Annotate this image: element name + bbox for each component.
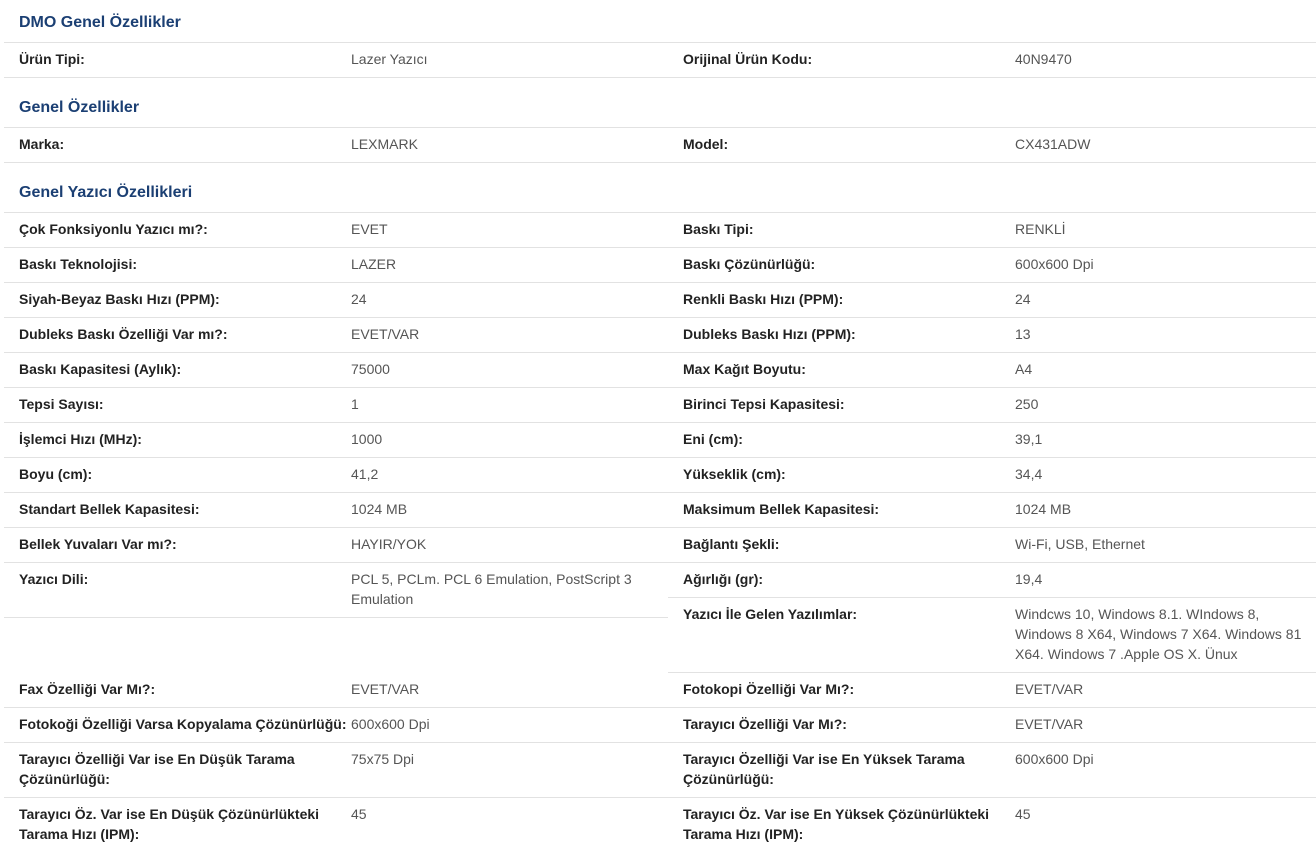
- label-dusuk-tarama-hizi-line: Tarama Hızı (IPM):: [19, 826, 140, 842]
- label-yuksek-tarama-hizi: [683, 804, 989, 844]
- divider: [668, 597, 1316, 598]
- label-islemci-hizi: İşlemci Hızı (MHz):: [19, 431, 142, 447]
- label-fotokopi: Fotokopi Özelliği Var Mı?:: [683, 681, 855, 697]
- value-baglanti: Wi-Fi, USB, Ethernet: [1015, 536, 1145, 552]
- value-baski-cozunurlugu: 600x600 Dpi: [1015, 256, 1094, 272]
- value-en-yuksek-tarama: 600x600 Dpi: [1015, 751, 1094, 767]
- value-dubleks-hiz: 13: [1015, 326, 1031, 342]
- section-title-genel: Genel Özellikler: [19, 99, 140, 116]
- divider: [4, 562, 1316, 563]
- label-en-dusuk-tarama: [19, 749, 295, 789]
- value-fotokopi: EVET/VAR: [1015, 681, 1084, 697]
- label-yuksek-tarama-hizi-line: Tarayıcı Öz. Var ise En Yüksek Çözünürlükteki: [683, 806, 990, 822]
- value-dubleks-var: EVET/VAR: [351, 326, 420, 342]
- label-kopyalama-cozunurlugu: Fotokoği Özelliği Varsa Kopyalama Çözünürlüğü:: [19, 716, 347, 732]
- divider: [4, 317, 1316, 318]
- label-boyu: Boyu (cm):: [19, 466, 93, 482]
- value-yazici-dili: [351, 569, 632, 609]
- label-yukseklik: Yükseklik (cm):: [683, 466, 786, 482]
- label-orijinal-urun-kodu: Orijinal Ürün Kodu:: [683, 51, 813, 67]
- value-dusuk-tarama-hizi: 45: [351, 806, 367, 822]
- value-yazici-dili-line: PCL 5, PCLm. PCL 6 Emulation, PostScript 3: [351, 571, 632, 587]
- label-dubleks-hiz: Dubleks Baskı Hızı (PPM):: [683, 326, 856, 342]
- divider: [4, 742, 1316, 743]
- value-marka: LEXMARK: [351, 136, 418, 152]
- label-baski-teknolojisi: Baskı Teknolojisi:: [19, 256, 137, 272]
- label-maksimum-bellek: Maksimum Bellek Kapasitesi:: [683, 501, 880, 517]
- label-dubleks-var: Dubleks Baskı Özelliği Var mı?:: [19, 326, 228, 342]
- value-fax: EVET/VAR: [351, 681, 420, 697]
- label-baglanti: Bağlantı Şekli:: [683, 536, 780, 552]
- label-yazici-dili: Yazıcı Dili:: [19, 571, 89, 587]
- divider: [4, 282, 1316, 283]
- value-cok-fonksiyonlu: EVET: [351, 221, 388, 237]
- label-yazilimlar: Yazıcı İle Gelen Yazılımlar:: [683, 606, 858, 622]
- label-baski-kapasitesi: Baskı Kapasitesi (Aylık):: [19, 361, 182, 377]
- value-yazilimlar-line: Windows 8 X64, Windows 7 X64. Windows 81: [1015, 626, 1302, 642]
- divider: [4, 77, 1316, 78]
- value-renkli-hiz: 24: [1015, 291, 1031, 307]
- label-baski-cozunurlugu: Baskı Çözünürlüğü:: [683, 256, 816, 272]
- label-dusuk-tarama-hizi-line: Tarayıcı Öz. Var ise En Düşük Çözünürlükteki: [19, 806, 320, 822]
- value-yazici-dili-line: Emulation: [351, 591, 414, 607]
- divider: [4, 617, 668, 618]
- section-title-yazici: Genel Yazıcı Özellikleri: [19, 184, 193, 201]
- value-tarayici: EVET/VAR: [1015, 716, 1084, 732]
- divider: [4, 352, 1316, 353]
- value-baski-tipi: RENKLİ: [1015, 221, 1066, 237]
- label-marka: Marka:: [19, 136, 65, 152]
- value-siyah-beyaz-hiz: 24: [351, 291, 367, 307]
- value-model: CX431ADW: [1015, 136, 1091, 152]
- label-max-kagit: Max Kağıt Boyutu:: [683, 361, 806, 377]
- label-siyah-beyaz-hiz: Siyah-Beyaz Baskı Hızı (PPM):: [19, 291, 220, 307]
- divider: [4, 422, 1316, 423]
- value-bellek-yuvalari: HAYIR/YOK: [351, 536, 427, 552]
- value-yuksek-tarama-hizi: 45: [1015, 806, 1031, 822]
- label-fax: Fax Özelliği Var Mı?:: [19, 681, 156, 697]
- label-en-yuksek-tarama-line: Çözünürlüğü:: [683, 771, 774, 787]
- label-renkli-hiz: Renkli Baskı Hızı (PPM):: [683, 291, 844, 307]
- label-bellek-yuvalari: Bellek Yuvaları Var mı?:: [19, 536, 177, 552]
- value-baski-kapasitesi: 75000: [351, 361, 390, 377]
- value-max-kagit: A4: [1015, 361, 1033, 377]
- divider: [668, 672, 1316, 673]
- label-en-dusuk-tarama-line: Çözünürlüğü:: [19, 771, 110, 787]
- label-dusuk-tarama-hizi: [19, 804, 319, 844]
- label-standart-bellek: Standart Bellek Kapasitesi:: [19, 501, 200, 517]
- value-islemci-hizi: 1000: [351, 431, 383, 447]
- label-birinci-tepsi: Birinci Tepsi Kapasitesi:: [683, 396, 845, 412]
- value-yukseklik: 34,4: [1015, 466, 1043, 482]
- value-maksimum-bellek: 1024 MB: [1015, 501, 1072, 517]
- value-eni: 39,1: [1015, 431, 1043, 447]
- value-en-dusuk-tarama: 75x75 Dpi: [351, 751, 415, 767]
- label-en-yuksek-tarama: [683, 749, 965, 789]
- value-urun-tipi: Lazer Yazıcı: [351, 51, 428, 67]
- value-yazilimlar: [1015, 604, 1301, 664]
- divider: [4, 212, 1316, 213]
- divider: [4, 797, 1316, 798]
- divider: [4, 707, 1316, 708]
- divider: [4, 42, 1316, 43]
- value-boyu: 41,2: [351, 466, 379, 482]
- label-tarayici: Tarayıcı Özelliği Var Mı?:: [683, 716, 847, 732]
- divider: [4, 527, 1316, 528]
- divider: [4, 387, 1316, 388]
- value-birinci-tepsi: 250: [1015, 396, 1039, 412]
- value-yazilimlar-line: X64. Windows 7 .Apple OS X. Ünux: [1015, 646, 1238, 662]
- label-cok-fonksiyonlu: Çok Fonksiyonlu Yazıcı mı?:: [19, 221, 208, 237]
- label-agirlik: Ağırlığı (gr):: [683, 571, 764, 587]
- value-baski-teknolojisi: LAZER: [351, 256, 397, 272]
- divider: [4, 492, 1316, 493]
- divider: [4, 162, 1316, 163]
- label-en-dusuk-tarama-line: Tarayıcı Özelliği Var ise En Düşük Tarama: [19, 751, 295, 767]
- value-orijinal-urun-kodu: 40N9470: [1015, 51, 1072, 67]
- label-en-yuksek-tarama-line: Tarayıcı Özelliği Var ise En Yüksek Tarama: [683, 751, 965, 767]
- label-yuksek-tarama-hizi-line: Tarama Hızı (IPM):: [683, 826, 804, 842]
- value-standart-bellek: 1024 MB: [351, 501, 408, 517]
- value-agirlik: 19,4: [1015, 571, 1043, 587]
- value-yazilimlar-line: Windcws 10, Windows 8.1. WIndows 8,: [1015, 606, 1260, 622]
- label-baski-tipi: Baskı Tipi:: [683, 221, 754, 237]
- label-tepsi-sayisi: Tepsi Sayısı:: [19, 396, 104, 412]
- section-title-dmo: DMO Genel Özellikler: [19, 14, 181, 31]
- value-kopyalama-cozunurlugu: 600x600 Dpi: [351, 716, 430, 732]
- label-eni: Eni (cm):: [683, 431, 743, 447]
- value-tepsi-sayisi: 1: [351, 396, 359, 412]
- divider: [4, 457, 1316, 458]
- label-model: Model:: [683, 136, 729, 152]
- label-urun-tipi: Ürün Tipi:: [19, 51, 85, 67]
- divider: [4, 127, 1316, 128]
- divider: [4, 247, 1316, 248]
